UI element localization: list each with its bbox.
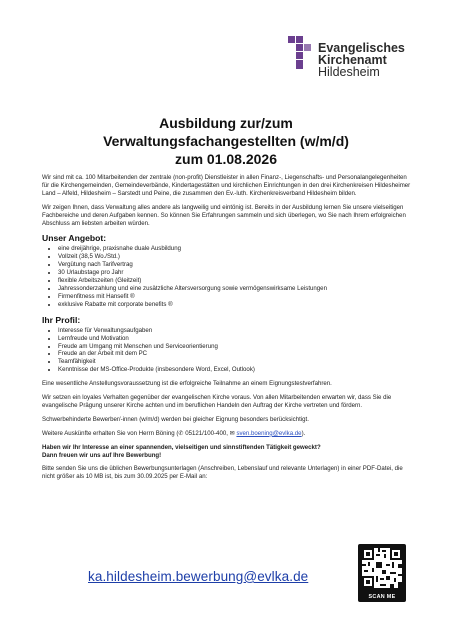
offer-item: • 30 Urlaubstage pro Jahr	[58, 269, 414, 277]
profile-list	[42, 327, 414, 374]
loyalty-paragraph: Wir setzen ein loyales Verhalten gegenüber der evangelischen Kirche voraus. Von allen Mitarbeitenden erwarten wir, dass Sie die evangelische Prägung unserer Kirche achten und im beruflichen Handeln den Auftrag der Kirche vertreten und fördern.	[42, 394, 392, 409]
offer-heading: Unser Angebot:	[42, 233, 107, 244]
job-description	[42, 174, 414, 487]
profile-item: • Freude am Umgang mit Menschen und Serviceorientierung	[58, 343, 414, 351]
logo-mark-icon	[288, 36, 312, 70]
profile-item: • Freude an der Arbeit mit dem PC	[58, 350, 414, 358]
application-email-link[interactable]: ka.hildesheim.bewerbung@evlka.de	[88, 569, 309, 584]
disability-paragraph: Schwerbehinderte Bewerber/-innen (w/m/d) werden bei gleicher Eignung besonders berücksichtigt.	[42, 415, 309, 423]
envelope-icon: ✉	[229, 429, 235, 437]
contact-suffix: ).	[301, 429, 306, 437]
logo	[288, 36, 438, 84]
offer-list	[42, 245, 414, 308]
contact-email-link[interactable]: sven.boening@evlka.de	[236, 429, 302, 437]
qr-scan-label: SCAN ME	[368, 594, 396, 600]
profile-item: • Kenntnisse der MS-Office-Produkte (insbesondere Word, Excel, Outlook)	[58, 366, 414, 374]
logo-line-1: Evangelisches	[318, 41, 405, 55]
interest-paragraph	[42, 444, 414, 460]
offer-item: • flexible Arbeitszeiten (Gleitzeit)	[58, 277, 414, 285]
title-line-1: Ausbildung zur/zum	[159, 115, 293, 131]
offer-item: • exklusive Rabatte mit corporate benefits ®	[58, 301, 414, 309]
profile-item: • Teamfähigkeit	[58, 358, 414, 366]
profile-heading: Ihr Profil:	[42, 314, 81, 325]
offer-item: • Vollzeit (38,5 Wo./Std.)	[58, 253, 414, 261]
interest-line-1: Haben wir Ihr Interesse an einer spannenden, vielseitigen und sinnstiftenden Tätigkeit geweckt?	[42, 443, 321, 451]
offer-item: • eine dreijährige, praxisnahe duale Ausbildung	[58, 245, 414, 253]
logo-line-3: Hildesheim	[318, 65, 380, 79]
qr-code-icon	[362, 548, 402, 588]
intro-paragraph-2: Wir zeigen Ihnen, dass Verwaltung alles andere als langweilig und eintönig ist. Bereits in der Ausbildung lernen Sie unsere vielseitigen Fachbereiche und deren Aufgaben kennen. So können Sie Erfahrungen sammeln und sich überlegen, wo Sie nach Ihrem erfolgreichen Abschluss am liebsten arbeiten würden.	[42, 203, 406, 227]
requirement-paragraph: Eine wesentliche Anstellungsvoraussetzung ist die erfolgreiche Teilnahme an einem Eignungstestverfahren.	[42, 380, 332, 388]
qr-code[interactable]	[358, 544, 406, 602]
contact-phone[interactable]: 05121/100-400,	[185, 429, 228, 437]
title-line-2: Verwaltungsfachangestellten (w/m/d)	[103, 133, 349, 149]
logo-text	[318, 42, 405, 78]
phone-icon: ✆	[178, 429, 184, 437]
intro-paragraph-1: Wir sind mit ca. 100 Mitarbeitenden der zentrale (non-profit) Dienstleister in allen Finanz-, Liegenschafts- und Personalangelegenheiten für die Kirchengemeinden, Gemeindeverbände, Kindertagestätten und kirchlichen Einrichtungen in den drei Kirchenkreisen Hildesheimer Land – Alfeld, Hildesheim – Sarstedt und Peine, die zusammen den Ev.-luth. Kirchenkreisverband Hildesheim bilden.	[42, 174, 411, 197]
offer-item: • Jahressonderzahlung und eine zusätzliche Altersversorgung sowie vermögenswirksame Leistungen	[58, 285, 414, 293]
logo-line-2: Kirchenamt	[318, 53, 387, 67]
interest-line-2: Dann freuen wir uns auf Ihre Bewerbung!	[42, 451, 162, 459]
offer-item: • Firmenfitness mit Hansefit ®	[58, 293, 414, 301]
application-paragraph: Bitte senden Sie uns die üblichen Bewerbungsunterlagen (Anschreiben, Lebenslauf und relevante Unterlagen) in einer PDF-Datei, die nicht größer als 10 MB ist, bis zum 30.09.2025 per E-Mail an:	[42, 465, 403, 481]
profile-item: • Lernfreude und Motivation	[58, 335, 414, 343]
page-title	[0, 114, 452, 168]
title-line-3: zum 01.08.2026	[175, 151, 277, 167]
contact-paragraph	[42, 430, 414, 438]
offer-item: • Vergütung nach Tarifvertrag	[58, 261, 414, 269]
contact-prefix: Weitere Auskünfte erhalten Sie von Herrn Böning (	[42, 429, 179, 437]
profile-item: • Interesse für Verwaltungsaufgaben	[58, 327, 414, 335]
